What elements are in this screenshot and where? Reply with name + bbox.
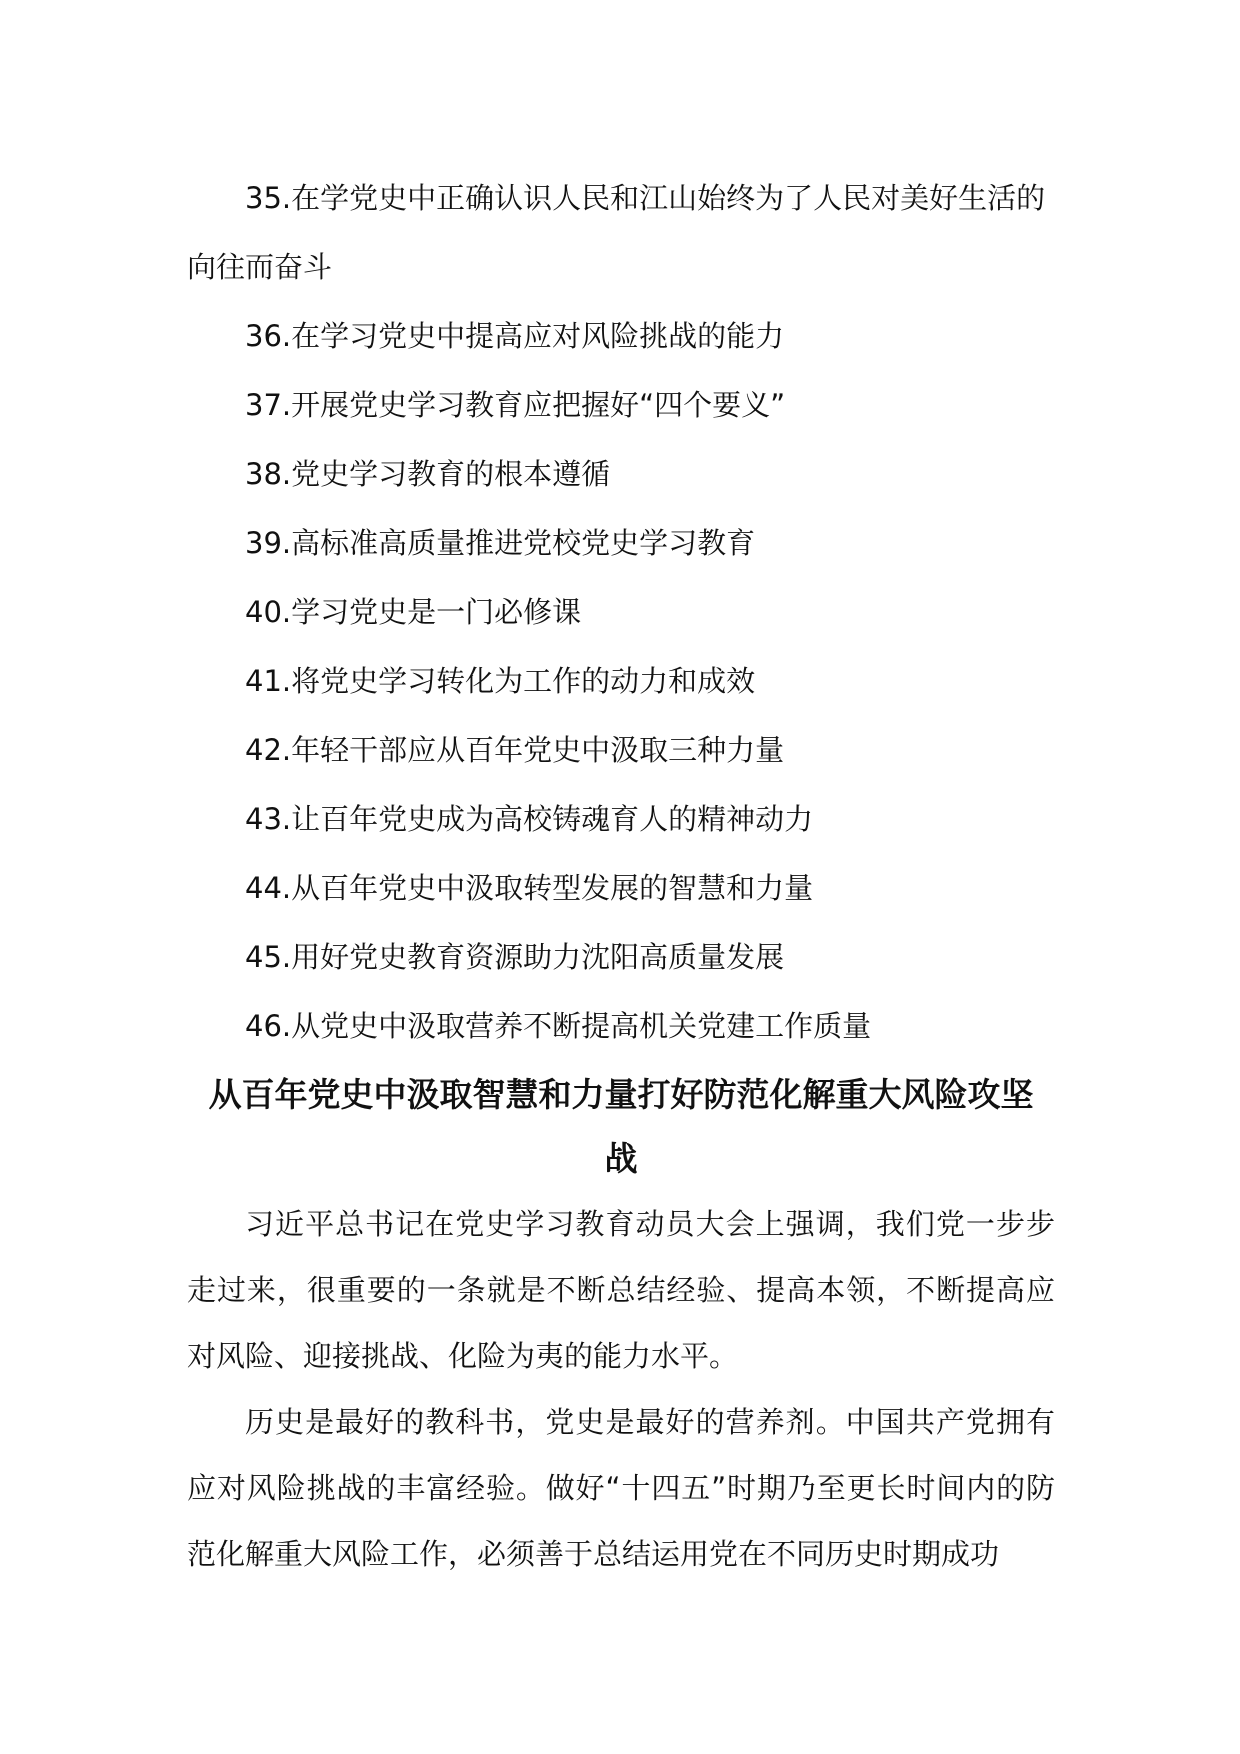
list-item: 40.学习党史是一门必修课 — [245, 595, 582, 629]
topic-list — [187, 164, 1055, 1061]
list-item: 36.在学习党史中提高应对风险挑战的能力 — [245, 319, 785, 353]
list-item: 37.开展党史学习教育应把握好“四个要义” — [245, 388, 786, 422]
list-item: 46.从党史中汲取营养不断提高机关党建工作质量 — [245, 1009, 872, 1043]
list-item: 44.从百年党史中汲取转型发展的智慧和力量 — [245, 871, 814, 905]
article-title: 从百年党史中汲取智慧和力量打好防范化解重大风险攻坚战 — [208, 1075, 1034, 1178]
article-body — [187, 1191, 1055, 1587]
page-content — [187, 164, 1055, 1587]
list-item: 42.年轻干部应从百年党史中汲取三种力量 — [245, 733, 785, 767]
article-paragraph: 历史是最好的教科书，党史是最好的营养剂。中国共产党拥有应对风险挑战的丰富经验。做好“十四五”时期乃至更长时间内的防范化解重大风险工作，必须善于总结运用党在不同历史时期成功 — [187, 1405, 1055, 1571]
list-item: 43.让百年党史成为高校铸魂育人的精神动力 — [245, 802, 814, 836]
list-item: 39.高标准高质量推进党校党史学习教育 — [245, 526, 756, 560]
list-item: 38.党史学习教育的根本遵循 — [245, 457, 611, 491]
list-item: 45.用好党史教育资源助力沈阳高质量发展 — [245, 940, 785, 974]
list-item: 41.将党史学习转化为工作的动力和成效 — [245, 664, 756, 698]
article-paragraph: 习近平总书记在党史学习教育动员大会上强调，我们党一步步走过来，很重要的一条就是不断总结经验、提高本领，不断提高应对风险、迎接挑战、化险为夷的能力水平。 — [187, 1207, 1055, 1373]
list-item: 35.在学党史中正确认识人民和江山始终为了人民对美好生活的向往而奋斗 — [187, 181, 1046, 284]
